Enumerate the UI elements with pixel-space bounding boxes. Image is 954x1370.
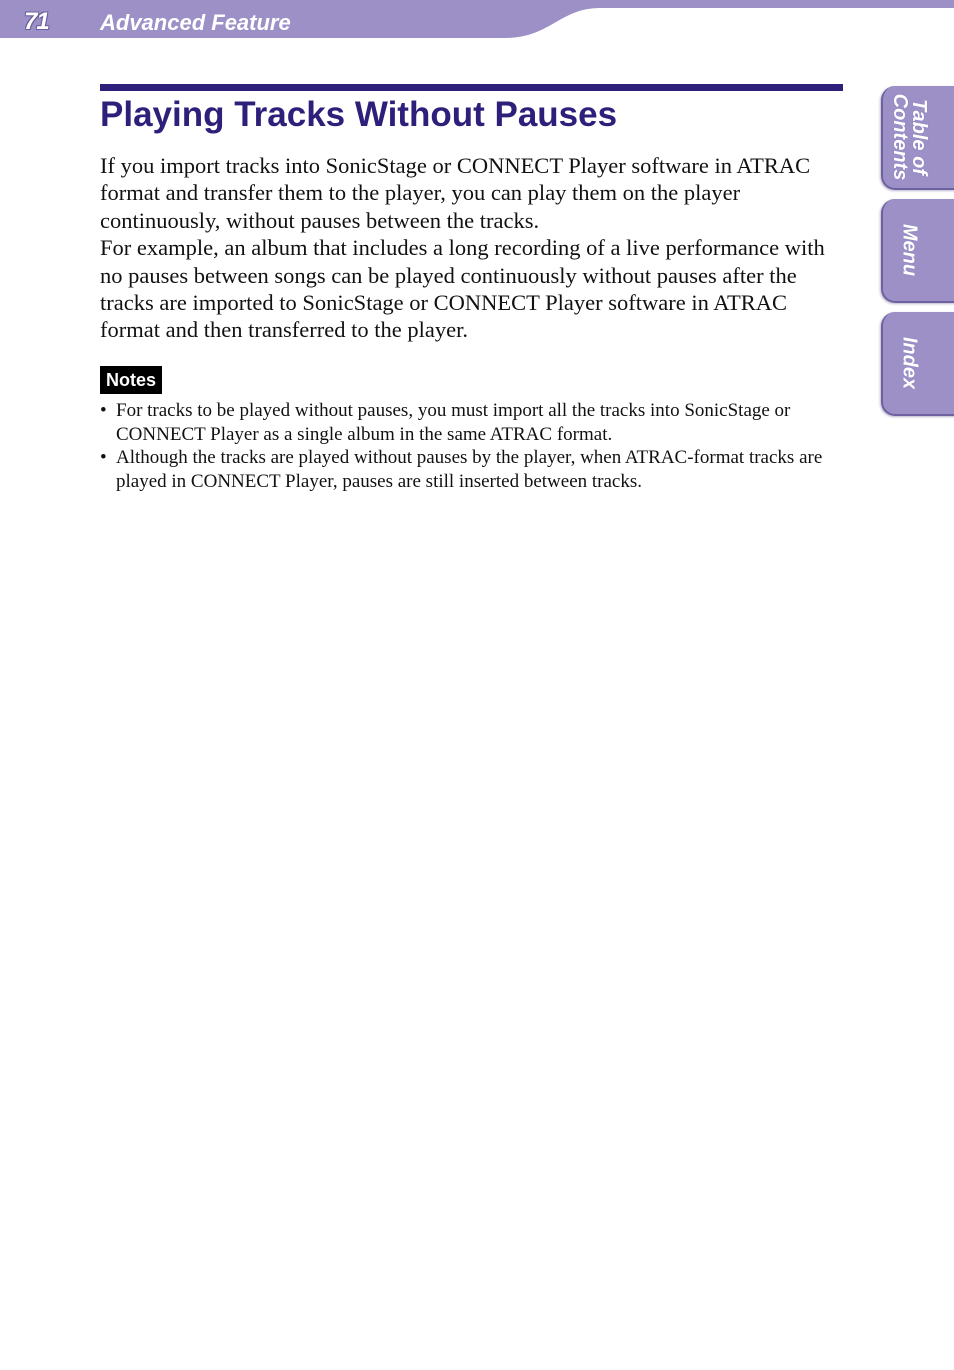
- tab-label-menu: Menu: [898, 223, 921, 277]
- note-text-1: For tracks to be played without pauses, you must import all the tracks into SonicStage or CONNECT Player as a single album in the same ATRAC format.: [116, 400, 791, 445]
- note-item-1: [100, 399, 830, 446]
- bullet-icon: •: [100, 447, 107, 468]
- notes-list: [100, 399, 830, 493]
- note-item-2: [100, 446, 830, 493]
- tab-table-of-contents[interactable]: [881, 86, 954, 190]
- note-text-2: Although the tracks are played without pauses by the player, when ATRAC-format tracks are played in CONNECT Player, pauses are still inserted between tracks.: [116, 447, 823, 492]
- body-paragraph-2: For example, an album that includes a long recording of a live performance with no pauses between songs can be played continuously without pauses after the tracks are imported to SonicStage or CONNECT Player software in ATRAC format and then transferred to the player.: [100, 235, 825, 343]
- tab-index[interactable]: [881, 312, 954, 416]
- tab-menu[interactable]: [881, 199, 954, 303]
- page-title: Playing Tracks Without Pauses: [100, 95, 618, 134]
- body-paragraph-1: If you import tracks into SonicStage or CONNECT Player software in ATRAC format and transfer them to the player, you can play them on the player continuously, without pauses between the tracks.: [100, 153, 811, 233]
- page-number: 71: [24, 8, 49, 35]
- notes-label: Notes: [100, 366, 162, 394]
- body-text: [100, 152, 845, 344]
- tab-label-table-of-contents: Table of Contents: [889, 93, 930, 181]
- bullet-icon: •: [100, 400, 107, 421]
- title-rule: [100, 84, 843, 91]
- section-name: Advanced Feature: [100, 10, 291, 35]
- tab-label-index: Index: [898, 336, 921, 390]
